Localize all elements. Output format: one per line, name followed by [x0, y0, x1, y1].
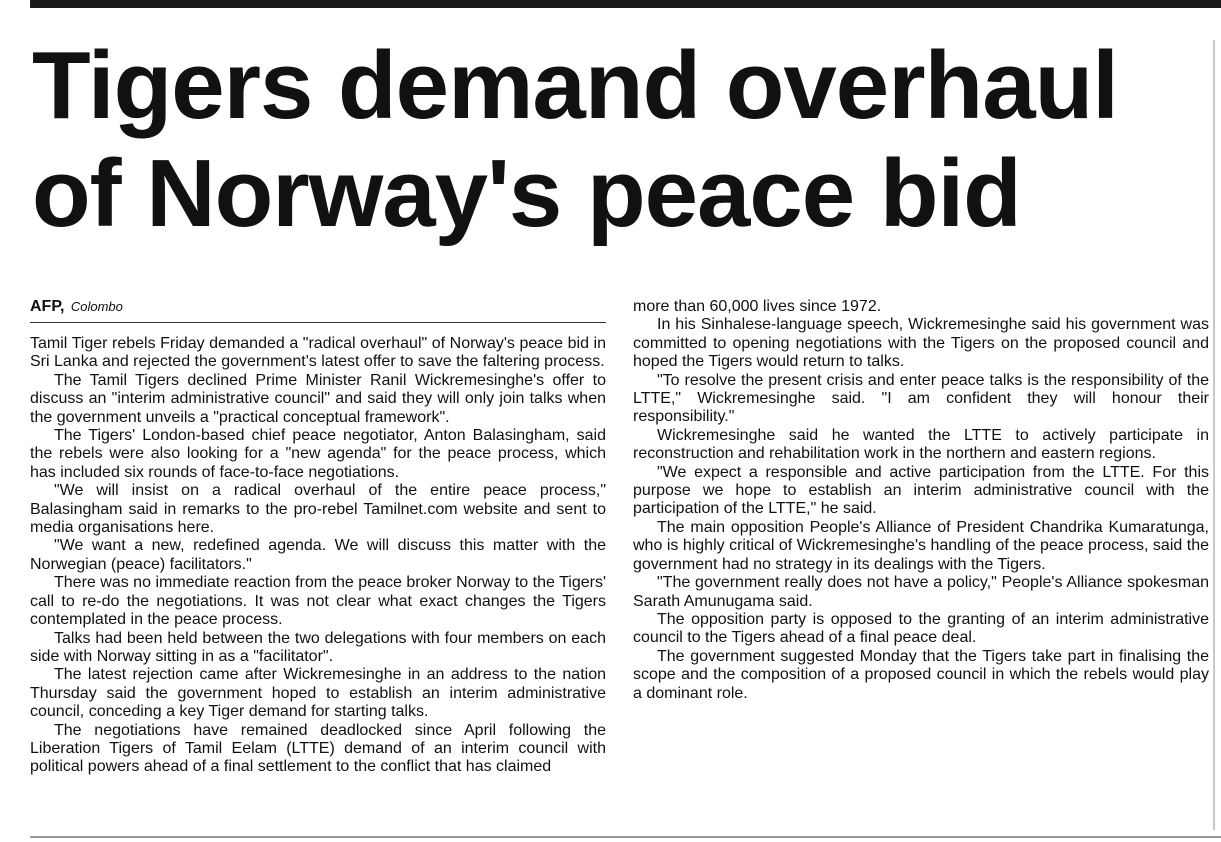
paragraph: The government suggested Monday that the Tigers take part in finalising the scope and the composition of a proposed council in which the rebels would play a dominant role. — [633, 647, 1209, 702]
paragraph: "To resolve the present crisis and enter peace talks is the responsibility of the LTTE," Wickremesinghe said. "I am confident they will honour their responsibility." — [633, 371, 1209, 426]
top-rule — [30, 0, 1221, 8]
paragraph: Talks had been held between the two delegations with four members on each side with Norway sitting in as a "facilitator". — [30, 629, 606, 665]
paragraph: The Tamil Tigers declined Prime Minister Ranil Wickremesinghe's offer to discuss an "interim administrative council" and said they will only join talks when the government unveils a "practical conceptual framework". — [30, 371, 606, 426]
paragraph: There was no immediate reaction from the peace broker Norway to the Tigers' call to re-do the negotiations. It was not clear what exact changes the Tigers contemplated in the peace process. — [30, 574, 606, 629]
paragraph: Tamil Tiger rebels Friday demanded a "radical overhaul" of Norway's peace bid in Sri Lanka and rejected the government's latest offer to save the faltering process. — [30, 335, 606, 371]
right-edge-rule — [1213, 40, 1215, 830]
article-column-1 — [30, 335, 606, 777]
paragraph: "We want a new, redefined agenda. We will discuss this matter with the Norwegian (peace) facilitators." — [30, 537, 606, 573]
headline-line-2: of Norway's peace bid — [32, 140, 1021, 247]
byline — [30, 298, 606, 323]
paragraph: The main opposition People's Alliance of President Chandrika Kumaratunga, who is highly critical of Wickremesinghe's handling of the peace process, said the government had no strategy in its dealings with the Tigers. — [633, 518, 1209, 573]
headline-line-1: Tigers demand overhaul — [32, 32, 1118, 139]
paragraph: The negotiations have remained deadlocked since April following the Liberation Tigers of Tamil Eelam (LTTE) demand of an interim council with political powers ahead of a final settlement to the conflict that has claimed — [30, 721, 606, 776]
byline-location: Colombo — [70, 299, 123, 314]
paragraph: The opposition party is opposed to the granting of an interim administrative council to the Tigers ahead of a final peace deal. — [633, 610, 1209, 647]
article-column-2 — [633, 298, 1209, 703]
paragraph-continued: more than 60,000 lives since 1972. — [633, 298, 882, 315]
paragraph: "We will insist on a radical overhaul of the entire peace process," Balasingham said in remarks to the pro-rebel Tamilnet.com website and sent to media organisations here. — [30, 482, 606, 537]
byline-agency: AFP, — [30, 298, 65, 315]
paragraph: The Tigers' London-based chief peace negotiator, Anton Balasingham, said the rebels were also looking for a "new agenda" for the peace process, which has included six rounds of face-to-face negotiations. — [30, 427, 606, 481]
paragraph: "We expect a responsible and active participation from the LTTE. For this purpose we hope to establish an interim administrative council with the participation of the LTTE," he said. — [633, 463, 1209, 518]
paragraph: "The government really does not have a policy," People's Alliance spokesman Sarath Amunugama said. — [633, 574, 1209, 610]
headline — [32, 32, 1212, 248]
paragraph: Wickremesinghe said he wanted the LTTE to actively participate in reconstruction and rehabilitation work in the northern and eastern regions. — [633, 426, 1209, 463]
bottom-rule — [30, 836, 1221, 838]
paragraph: In his Sinhalese-language speech, Wickremesinghe said his government was committed to opening negotiations with the Tigers on the proposed council and hoped the Tigers would return to talks. — [633, 316, 1209, 371]
paragraph: The latest rejection came after Wickremesinghe in an address to the nation Thursday said the government hoped to establish an interim administrative council, conceding a key Tiger demand for starting talks. — [30, 666, 606, 721]
